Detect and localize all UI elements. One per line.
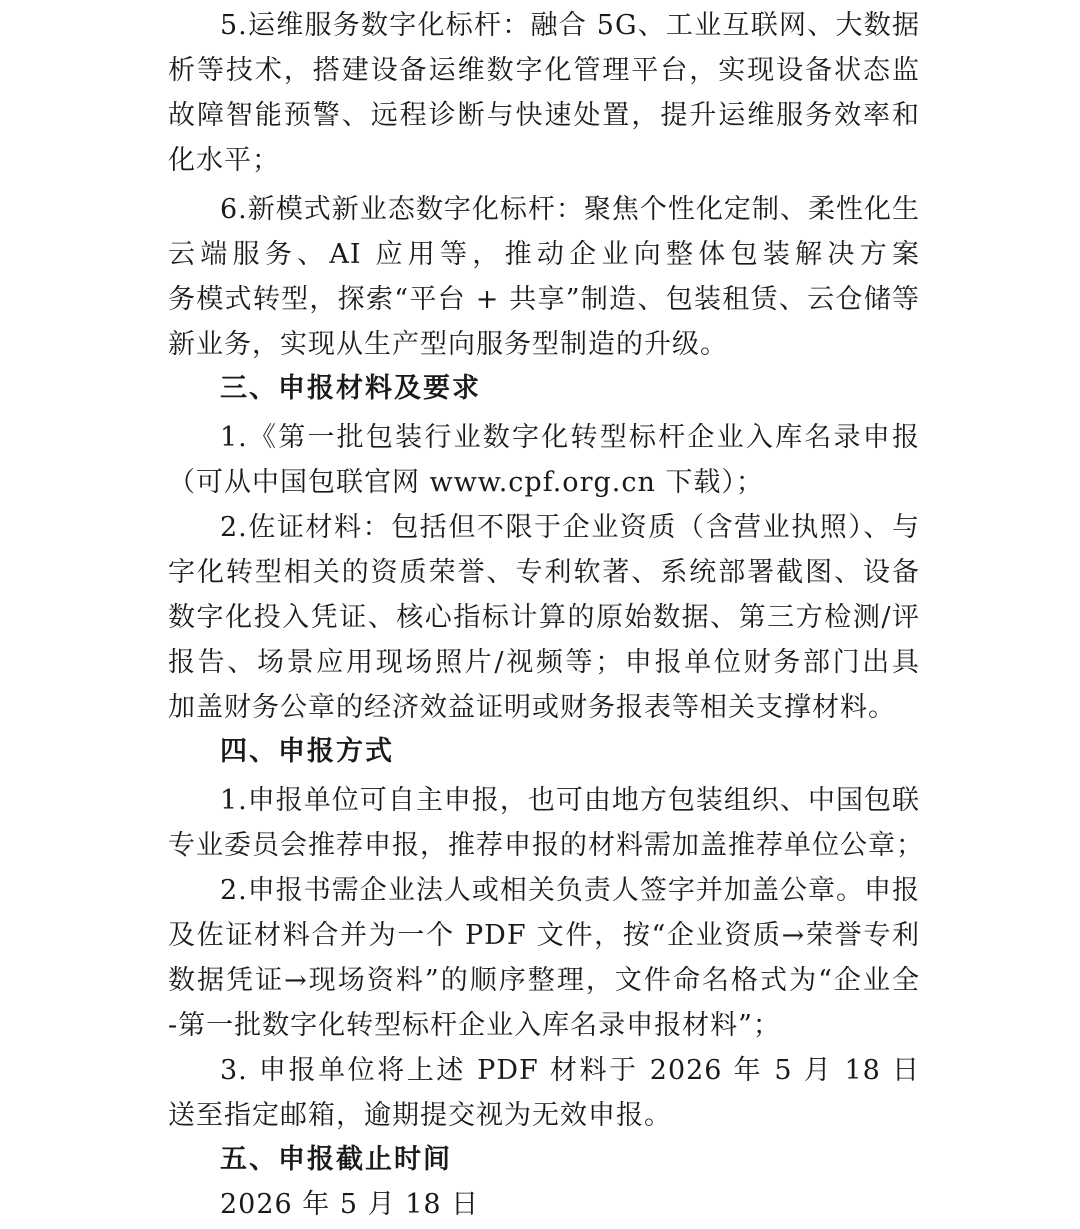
item6-line-2: 云端服务、AI 应用等，推动企业向整体包装解决方案 <box>168 239 920 270</box>
item5-line-4: 化水平； <box>168 145 280 176</box>
section-3-heading: 三、申报材料及要求 <box>220 373 481 404</box>
section4-item2-line-2: 及佐证材料合并为一个 PDF 文件，按“企业资质→荣誉专利 <box>168 920 920 951</box>
section3-item1-line-1: 1.《第一批包装行业数字化转型标杆企业入库名录申报 <box>220 422 920 453</box>
section3-item2-line-3: 数字化投入凭证、核心指标计算的原始数据、第三方检测/评 <box>168 602 920 633</box>
section4-item2-line-4: -第一批数字化转型标杆企业入库名录申报材料”； <box>168 1010 781 1041</box>
deadline-date: 2026 年 5 月 18 日 <box>220 1189 480 1220</box>
item5-line-2: 析等技术，搭建设备运维数字化管理平台，实现设备状态监 <box>168 55 920 86</box>
section4-item2-line-3: 数据凭证→现场资料”的顺序整理，文件命名格式为“企业全 <box>168 965 920 996</box>
section3-item2-line-5: 加盖财务公章的经济效益证明或财务报表等相关支撑材料。 <box>168 692 896 723</box>
section3-item2-line-4: 报告、场景应用现场照片/视频等；申报单位财务部门出具 <box>168 647 920 678</box>
item6-line-1: 6.新模式新业态数字化标杆：聚焦个性化定制、柔性化生 <box>220 194 920 225</box>
item6-line-4: 新业务，实现从生产型向服务型制造的升级。 <box>168 329 728 360</box>
section-4-heading: 四、申报方式 <box>220 736 394 767</box>
section4-item1-line-2: 专业委员会推荐申报，推荐申报的材料需加盖推荐单位公章； <box>168 830 924 861</box>
section-5-heading: 五、申报截止时间 <box>220 1144 452 1175</box>
item5-line-3: 故障智能预警、远程诊断与快速处置，提升运维服务效率和 <box>168 100 920 131</box>
item5-line-1: 5.运维服务数字化标杆：融合 5G、工业互联网、大数据 <box>220 10 920 41</box>
item6-line-3: 务模式转型，探索“平台 + 共享”制造、包装租赁、云仓储等 <box>168 284 920 315</box>
section4-item3-line-1: 3. 申报单位将上述 PDF 材料于 2026 年 5 月 18 日 <box>220 1055 920 1086</box>
section3-item1-line-2: （可从中国包联官网 www.cpf.org.cn 下载）； <box>168 467 764 498</box>
section4-item1-line-1: 1.申报单位可自主申报，也可由地方包装组织、中国包联 <box>220 785 920 816</box>
section4-item3-line-2: 送至指定邮箱，逾期提交视为无效申报。 <box>168 1100 672 1131</box>
section3-item2-line-1: 2.佐证材料：包括但不限于企业资质（含营业执照）、与 <box>220 512 920 543</box>
section4-item2-line-1: 2.申报书需企业法人或相关负责人签字并加盖公章。申报 <box>220 875 920 906</box>
section3-item2-line-2: 字化转型相关的资质荣誉、专利软著、系统部署截图、设备 <box>168 557 920 588</box>
